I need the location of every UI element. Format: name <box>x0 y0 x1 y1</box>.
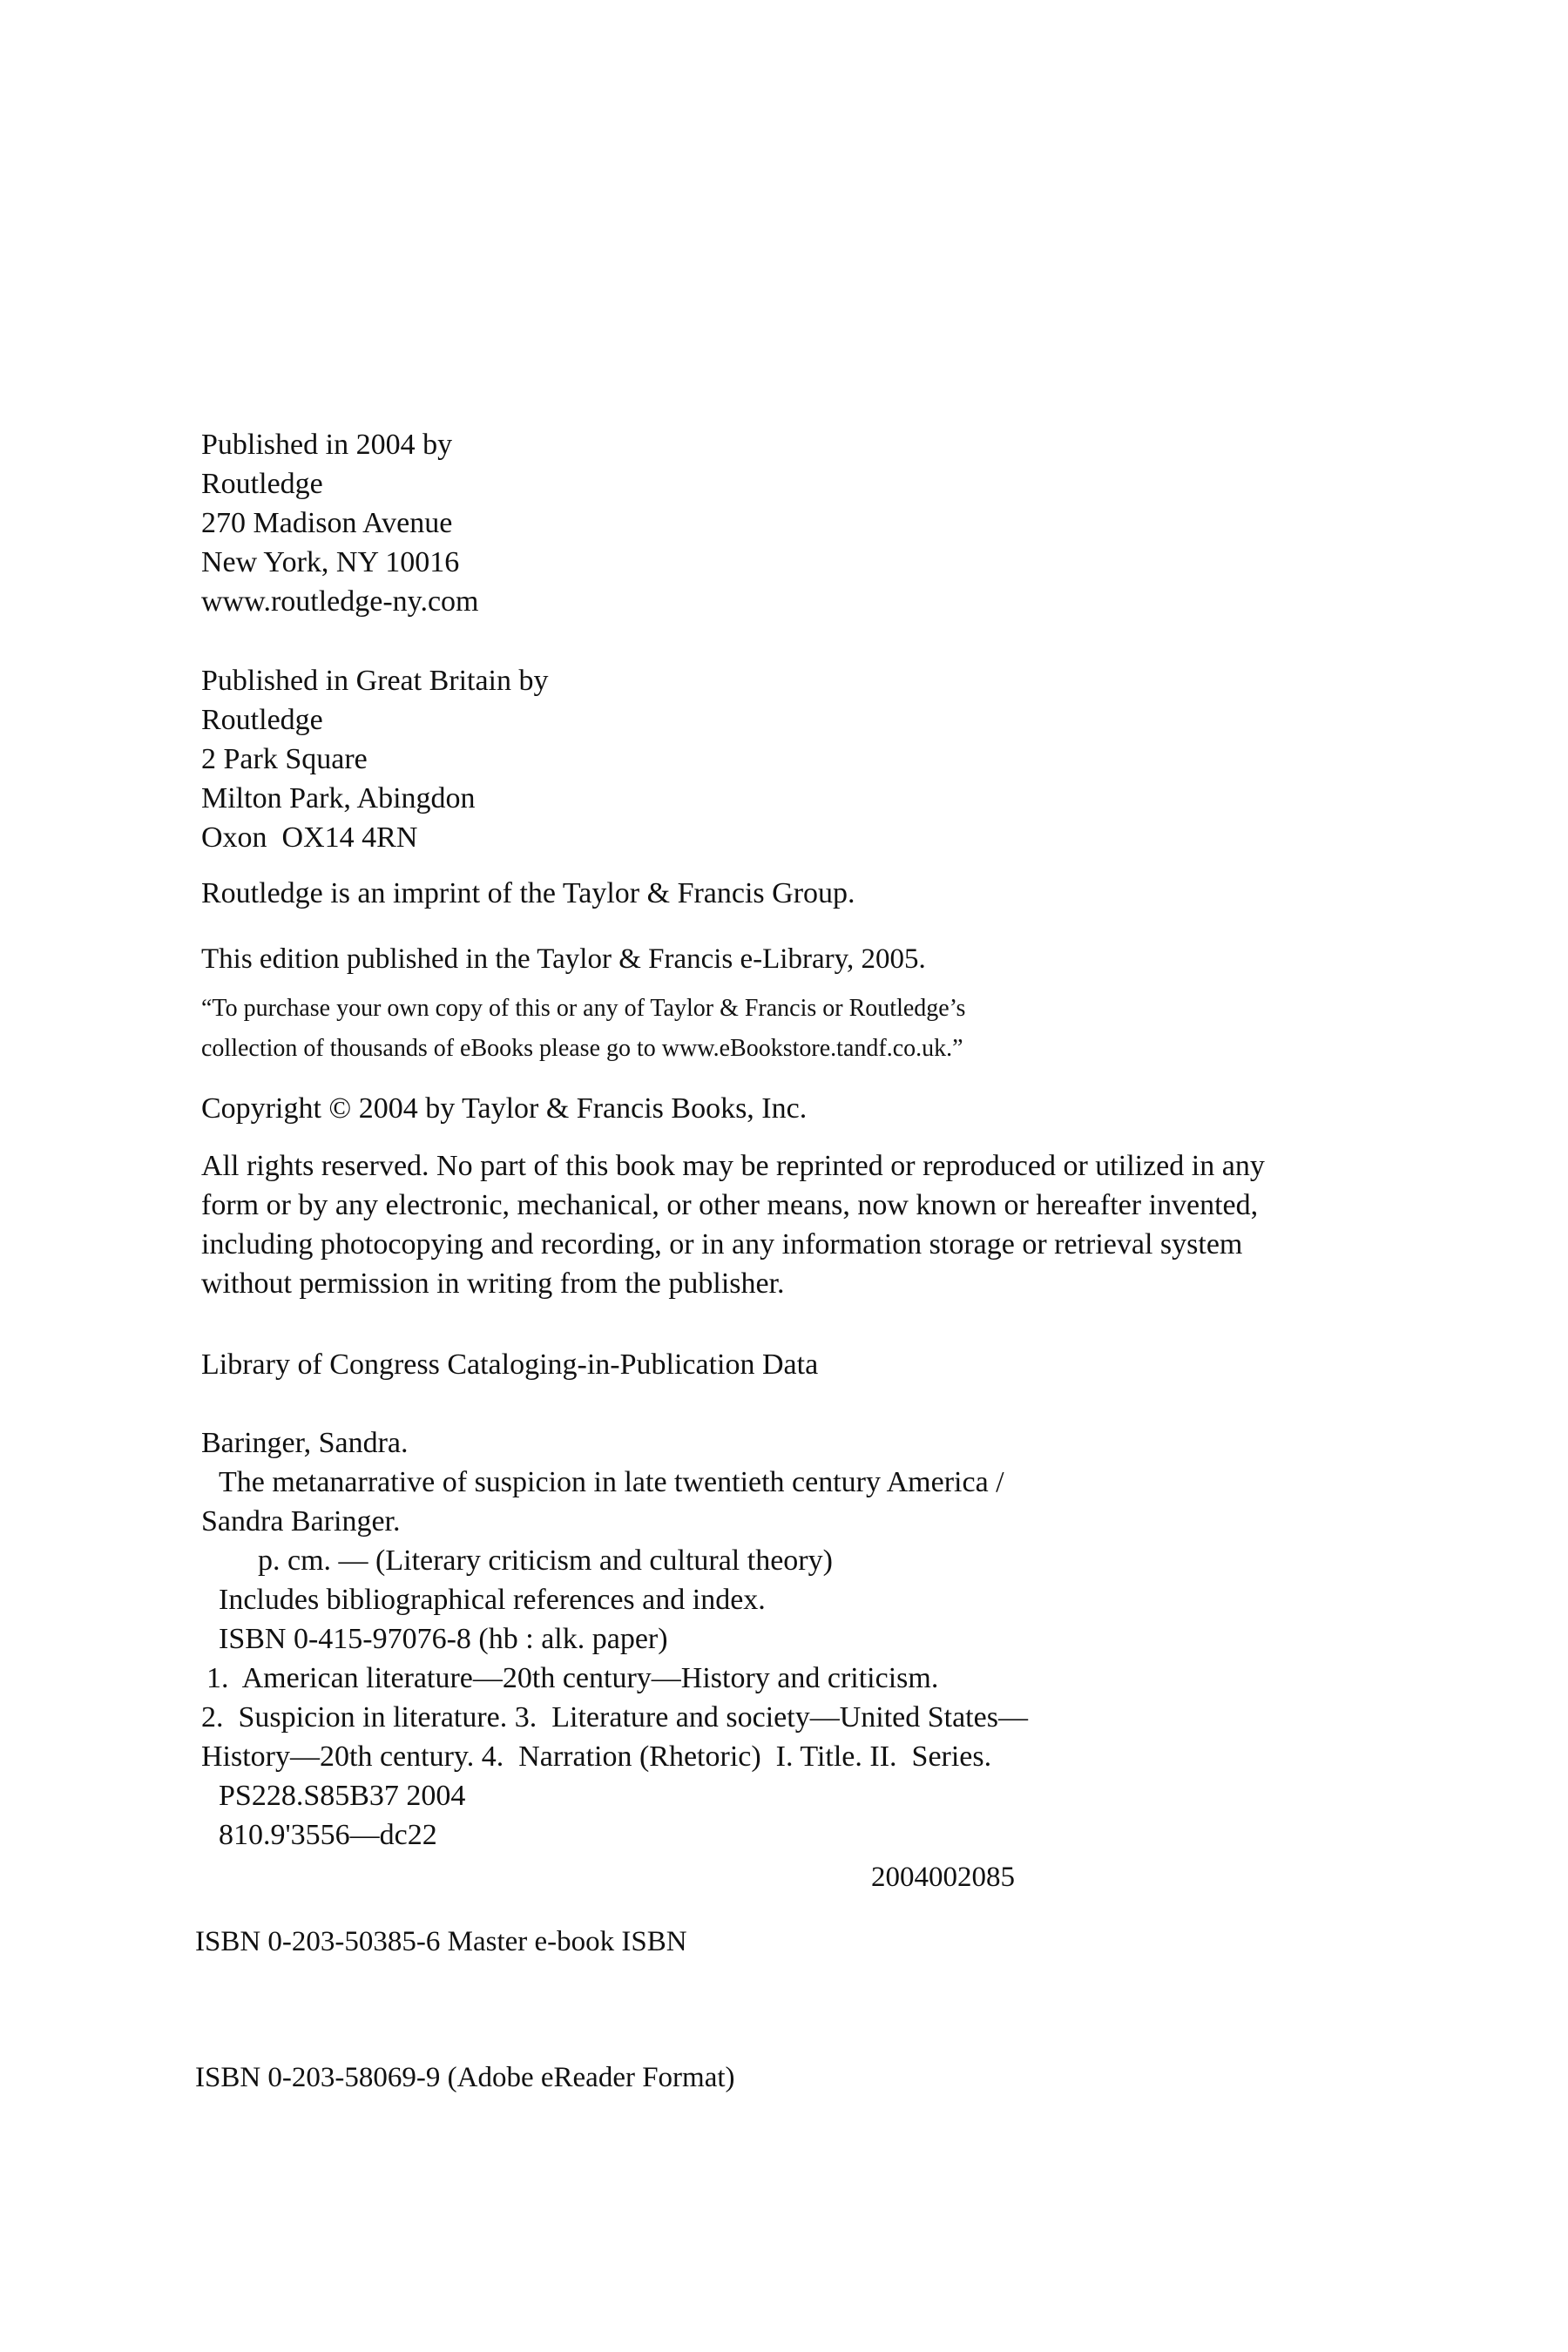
cip-bibliography-note: Includes bibliographical references and index. <box>219 1584 766 1616</box>
cip-lc-classification: PS228.S85B37 2004 <box>219 1780 466 1812</box>
uk-publisher-line: Routledge <box>201 704 323 736</box>
uk-publisher-line: Oxon OX14 4RN <box>201 821 418 854</box>
imprint-note: Routledge is an imprint of the Taylor & Francis Group. <box>201 877 855 909</box>
uk-publisher-line: Milton Park, Abingdon <box>201 782 476 814</box>
rights-line: All rights reserved. No part of this book may be reprinted or reproduced or utilized in any <box>201 1150 1265 1182</box>
rights-line: without permission in writing from the publisher. <box>201 1267 785 1300</box>
isbn-master-ebook: ISBN 0-203-50385-6 Master e-book ISBN <box>195 1926 687 1957</box>
uk-publisher-line: Published in Great Britain by <box>201 665 549 697</box>
cip-dewey-classification: 810.9'3556—dc22 <box>219 1819 437 1851</box>
copyright-notice: Copyright © 2004 by Taylor & Francis Books, Inc. <box>201 1092 808 1125</box>
rights-notice <box>201 1146 1265 1303</box>
cip-isbn: ISBN 0-415-97076-8 (hb : alk. paper) <box>219 1623 668 1655</box>
cip-title-continued: Sandra Baringer. <box>201 1505 401 1538</box>
us-publisher-url: www.routledge-ny.com <box>201 585 479 618</box>
uk-publisher-block <box>201 661 549 857</box>
rights-line: including photocopying and recording, or in any information storage or retrieval system <box>201 1228 1243 1260</box>
us-publisher-line: New York, NY 10016 <box>201 546 460 578</box>
cip-title: The metanarrative of suspicion in late twentieth century America / <box>219 1466 1004 1498</box>
cip-lccn: 2004002085 <box>871 1862 1015 1893</box>
purchase-note-line: “To purchase your own copy of this or any of Taylor & Francis or Routledge’s <box>201 995 966 1022</box>
us-publisher-line: Routledge <box>201 468 323 500</box>
us-publisher-block <box>201 425 479 621</box>
cip-subjects-continued: 2. Suspicion in literature. 3. Literature and society—United States— <box>201 1701 1028 1734</box>
cip-physical-description: p. cm. — (Literary criticism and cultural theory) <box>258 1544 833 1577</box>
cip-heading: Library of Congress Cataloging-in-Publication Data <box>201 1348 819 1381</box>
purchase-note-line: collection of thousands of eBooks please go to www.eBookstore.tandf.co.uk.” <box>201 1035 963 1062</box>
edition-note: This edition published in the Taylor & Francis e-Library, 2005. <box>201 943 926 975</box>
cip-record <box>201 1423 1028 1855</box>
cip-subjects: 1. American literature—20th century—History and criticism. <box>206 1662 939 1694</box>
isbn-adobe-ereader: ISBN 0-203-58069-9 (Adobe eReader Format) <box>195 2062 735 2093</box>
us-publisher-line: 270 Madison Avenue <box>201 507 453 539</box>
us-publisher-line: Published in 2004 by <box>201 429 453 461</box>
rights-line: form or by any electronic, mechanical, or other means, now known or hereafter invented, <box>201 1189 1259 1221</box>
cip-author: Baringer, Sandra. <box>201 1427 409 1459</box>
purchase-note <box>201 989 965 1069</box>
cip-subjects-continued: History—20th century. 4. Narration (Rhetoric) I. Title. II. Series. <box>201 1740 992 1773</box>
uk-publisher-line: 2 Park Square <box>201 743 368 775</box>
